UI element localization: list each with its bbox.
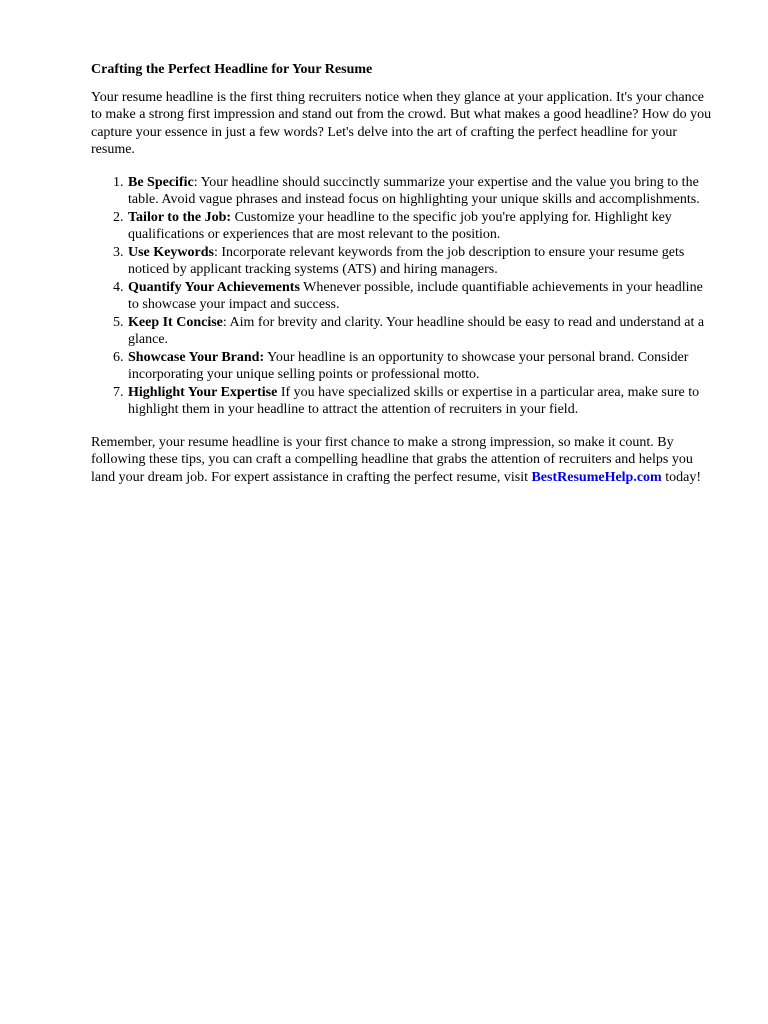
list-item-use-keywords (127, 244, 716, 279)
item-lead: Use Keywords (128, 244, 214, 260)
document-content (91, 61, 716, 486)
list-item-keep-it-concise (127, 314, 716, 349)
list-item-tailor-to-job (127, 209, 716, 244)
tips-numbered-list (91, 174, 716, 419)
item-text: Whenever possible, include quantifiable achievements in your headline to showcase your impact and success. (128, 279, 703, 312)
list-item-be-specific (127, 174, 716, 209)
list-item-quantify-achievements (127, 279, 716, 314)
item-text: Your headline is an opportunity to showcase your personal brand. Consider incorporating your unique selling points or professional motto. (128, 349, 689, 382)
item-lead: Be Specific (128, 174, 194, 190)
item-lead: Quantify Your Achievements (128, 279, 300, 295)
item-text: Your headline should succinctly summarize your expertise and the value you bring to the table. Avoid vague phrases and instead focus on highlighting your unique skills and accomplishments. (128, 174, 700, 207)
closing-text-before-link: Remember, your resume headline is your first chance to make a strong impression, so make it count. By following these tips, you can craft a compelling headline that grabs the attention of recruiters and helps you land your dream job. For expert assistance in crafting the perfect resume, visit (91, 434, 693, 485)
item-separator: : (222, 314, 230, 330)
closing-text-after-link: today! (661, 469, 701, 485)
document-title: Crafting the Perfect Headline for Your Resume (91, 62, 373, 77)
list-item-showcase-brand (127, 349, 716, 384)
item-text: Aim for brevity and clarity. Your headline should be easy to read and understand at a glance. (128, 314, 705, 347)
item-text: Incorporate relevant keywords from the job description to ensure your resume gets noticed by applicant tracking systems (ATS) and hiring managers. (128, 244, 685, 277)
item-separator: : (193, 174, 201, 190)
item-text: Customize your headline to the specific job you're applying for. Highlight key qualifications or experiences that are most relevant to the position. (128, 209, 672, 242)
item-lead: Keep It Concise (128, 314, 223, 330)
best-resume-help-link[interactable]: BestResumeHelp.com (531, 469, 662, 485)
item-text: If you have specialized skills or expertise in a particular area, make sure to highlight them in your headline to attract the attention of recruiters in your field. (128, 384, 700, 417)
intro-paragraph: Your resume headline is the first thing recruiters notice when they glance at your application. It's your chance to make a strong first impression and stand out from the crowd. But what makes a good headline? How do you capture your essence in just a few words? Let's delve into the art of crafting the perfect headline for your resume. (91, 89, 712, 157)
closing-paragraph (91, 434, 716, 487)
item-lead: Highlight Your Expertise (128, 384, 278, 400)
item-lead: Tailor to the Job: (128, 209, 232, 225)
item-separator: : (213, 244, 222, 260)
item-lead: Showcase Your Brand: (128, 349, 265, 365)
list-item-highlight-expertise (127, 384, 716, 419)
